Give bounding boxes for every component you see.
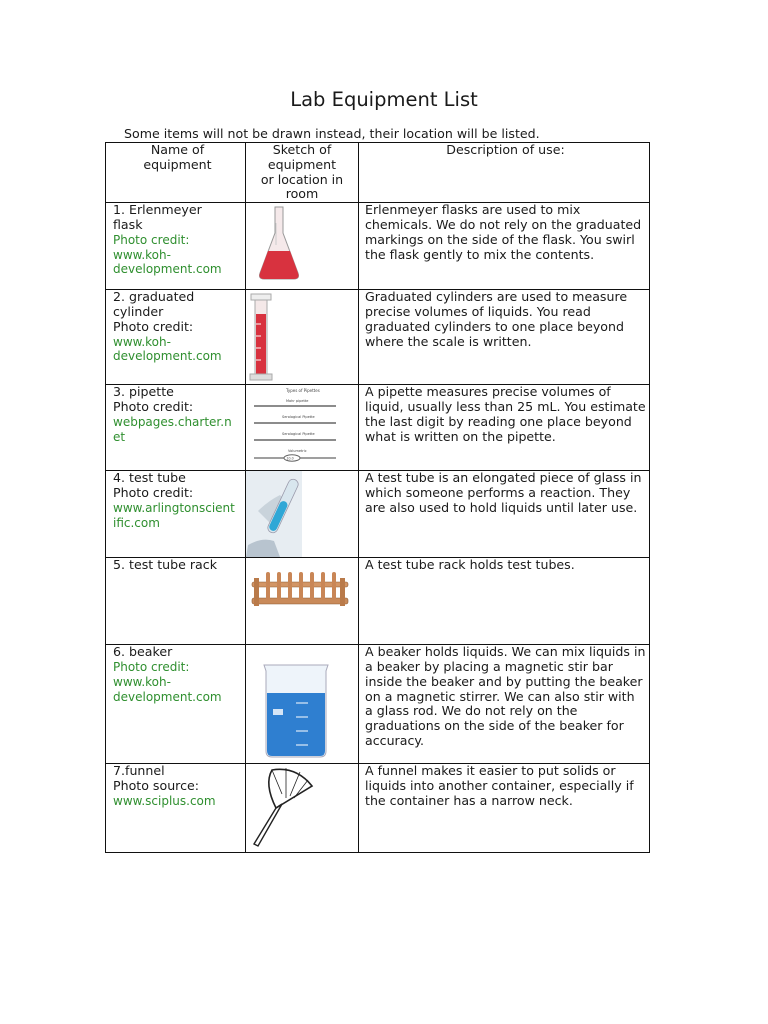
equipment-name-cell: [106, 471, 246, 558]
photo-credit-source: www.sciplus.com: [113, 793, 216, 808]
description-cell: [359, 385, 650, 471]
table-row: [106, 385, 650, 471]
equipment-name: 4. test tube: [113, 470, 186, 486]
photo-credit-label: Photo source:: [113, 777, 199, 793]
photo-credit-label: Photo credit:: [113, 318, 194, 334]
sketch-cell: [246, 471, 359, 558]
pipette-diagram-icon: [246, 385, 358, 470]
photo-credit-source: development.com: [113, 689, 222, 704]
sketch-cell: [246, 558, 359, 645]
header-sketch: [246, 143, 359, 203]
table-header-row: [106, 143, 650, 203]
header-sketch-line: equipment: [267, 156, 337, 172]
photo-credit-label: Photo credit:: [113, 659, 190, 674]
description-cell: [359, 203, 650, 290]
header-sketch-line: Sketch of: [272, 142, 332, 157]
description-text: A funnel makes it easier to put solids or liquids into another container, especially if the container has a narrow neck.: [365, 763, 634, 808]
funnel-icon: [246, 764, 358, 852]
pipette-diagram-label: Volumetric: [288, 449, 307, 454]
beaker-icon: [246, 645, 358, 763]
photo-credit-source: www.koh-: [113, 674, 171, 689]
photo-credit-source: www.arlingtonscient: [113, 500, 235, 515]
photo-credit-source: www.koh-: [113, 334, 171, 349]
equipment-name: 5. test tube rack: [113, 557, 217, 573]
equipment-table: [105, 142, 650, 853]
photo-credit-source: development.com: [113, 349, 222, 364]
photo-credit-source: webpages.charter.n: [113, 414, 232, 429]
pipette-bulb-value: 10.0: [286, 456, 294, 461]
description-cell: [359, 471, 650, 558]
equipment-name: 6. beaker: [113, 644, 173, 660]
description-text: Erlenmeyer flasks are used to mix chemicals. We do not rely on the graduated markings on the side of the flask. You swirl the flask gently to mix the contents.: [365, 202, 642, 262]
description-text: A test tube rack holds test tubes.: [365, 557, 575, 573]
equipment-name-cell: [106, 645, 246, 764]
photo-credit-label: Photo credit:: [113, 232, 190, 247]
photo-credit-source: www.koh-: [113, 247, 171, 262]
equipment-name-cell: [106, 558, 246, 645]
sketch-cell: [246, 764, 359, 853]
equipment-name: 7.funnel: [113, 763, 165, 779]
table-row: [106, 558, 650, 645]
table-row: [106, 645, 650, 764]
header-name: [106, 143, 246, 203]
pipette-diagram-label: Mohr pipette: [286, 399, 309, 404]
header-description-text: Description of use:: [446, 142, 565, 157]
table-row: [106, 764, 650, 853]
header-sketch-line: or location in: [260, 171, 344, 187]
equipment-name: 2. graduated: [113, 289, 195, 305]
equipment-name: 1. Erlenmeyer: [113, 202, 202, 218]
intro-text: Some items will not be drawn instead, their location will be listed.: [124, 126, 540, 141]
description-text: A beaker holds liquids. We can mix liquids in a beaker by placing a magnetic stir bar inside the beaker and by putting the beaker on a magnetic stirrer. We can also stir with a glass rod. We do not rely on the graduations on the side of the beaker for accuracy.: [365, 644, 646, 748]
header-name-line: equipment: [143, 156, 212, 172]
photo-credit-source: development.com: [113, 262, 222, 277]
description-text: Graduated cylinders are used to measure precise volumes of liquids. You read graduated cylinders to one place beyond where the scale is written.: [365, 289, 628, 349]
description-text: A pipette measures precise volumes of liquid, usually less than 25 mL. You estimate the last digit by reading one place beyond what is written on the pipette.: [365, 384, 646, 444]
photo-credit-label: Photo credit:: [113, 484, 194, 500]
pipette-diagram-heading: Types of Pipettes: [286, 388, 320, 394]
sketch-cell: [246, 203, 359, 290]
equipment-name-cell: [106, 385, 246, 471]
equipment-name: 3. pipette: [113, 384, 174, 400]
table-row: [106, 471, 650, 558]
equipment-name-cell: [106, 203, 246, 290]
description-cell: [359, 558, 650, 645]
photo-credit-source: et: [113, 429, 126, 444]
pipette-diagram-label: Serological Pipette: [282, 415, 315, 420]
test-tube-icon: [246, 471, 358, 557]
table-row: [106, 290, 650, 385]
sketch-cell: [246, 290, 359, 385]
description-cell: [359, 290, 650, 385]
description-cell: [359, 764, 650, 853]
erlenmeyer-flask-icon: [246, 203, 358, 289]
test-tube-rack-icon: [246, 558, 358, 644]
page-title: Lab Equipment List: [290, 88, 478, 111]
description-text: A test tube is an elongated piece of glass in which someone performs a reaction. They are also used to hold liquids until later use.: [365, 470, 642, 515]
equipment-name-cell: [106, 290, 246, 385]
sketch-cell: [246, 385, 359, 471]
header-description: [359, 143, 650, 203]
equipment-name-cell: [106, 764, 246, 853]
description-cell: [359, 645, 650, 764]
equipment-name: flask: [113, 216, 143, 232]
header-sketch-line: room: [285, 186, 319, 202]
graduated-cylinder-icon: [246, 290, 358, 384]
equipment-name: cylinder: [113, 303, 164, 319]
sketch-cell: [246, 645, 359, 764]
photo-credit-source: ific.com: [113, 515, 160, 530]
header-name-line: Name of: [150, 142, 205, 157]
table-row: [106, 203, 650, 290]
photo-credit-label: Photo credit:: [113, 398, 194, 414]
pipette-diagram-label: Serological Pipette: [282, 432, 315, 437]
